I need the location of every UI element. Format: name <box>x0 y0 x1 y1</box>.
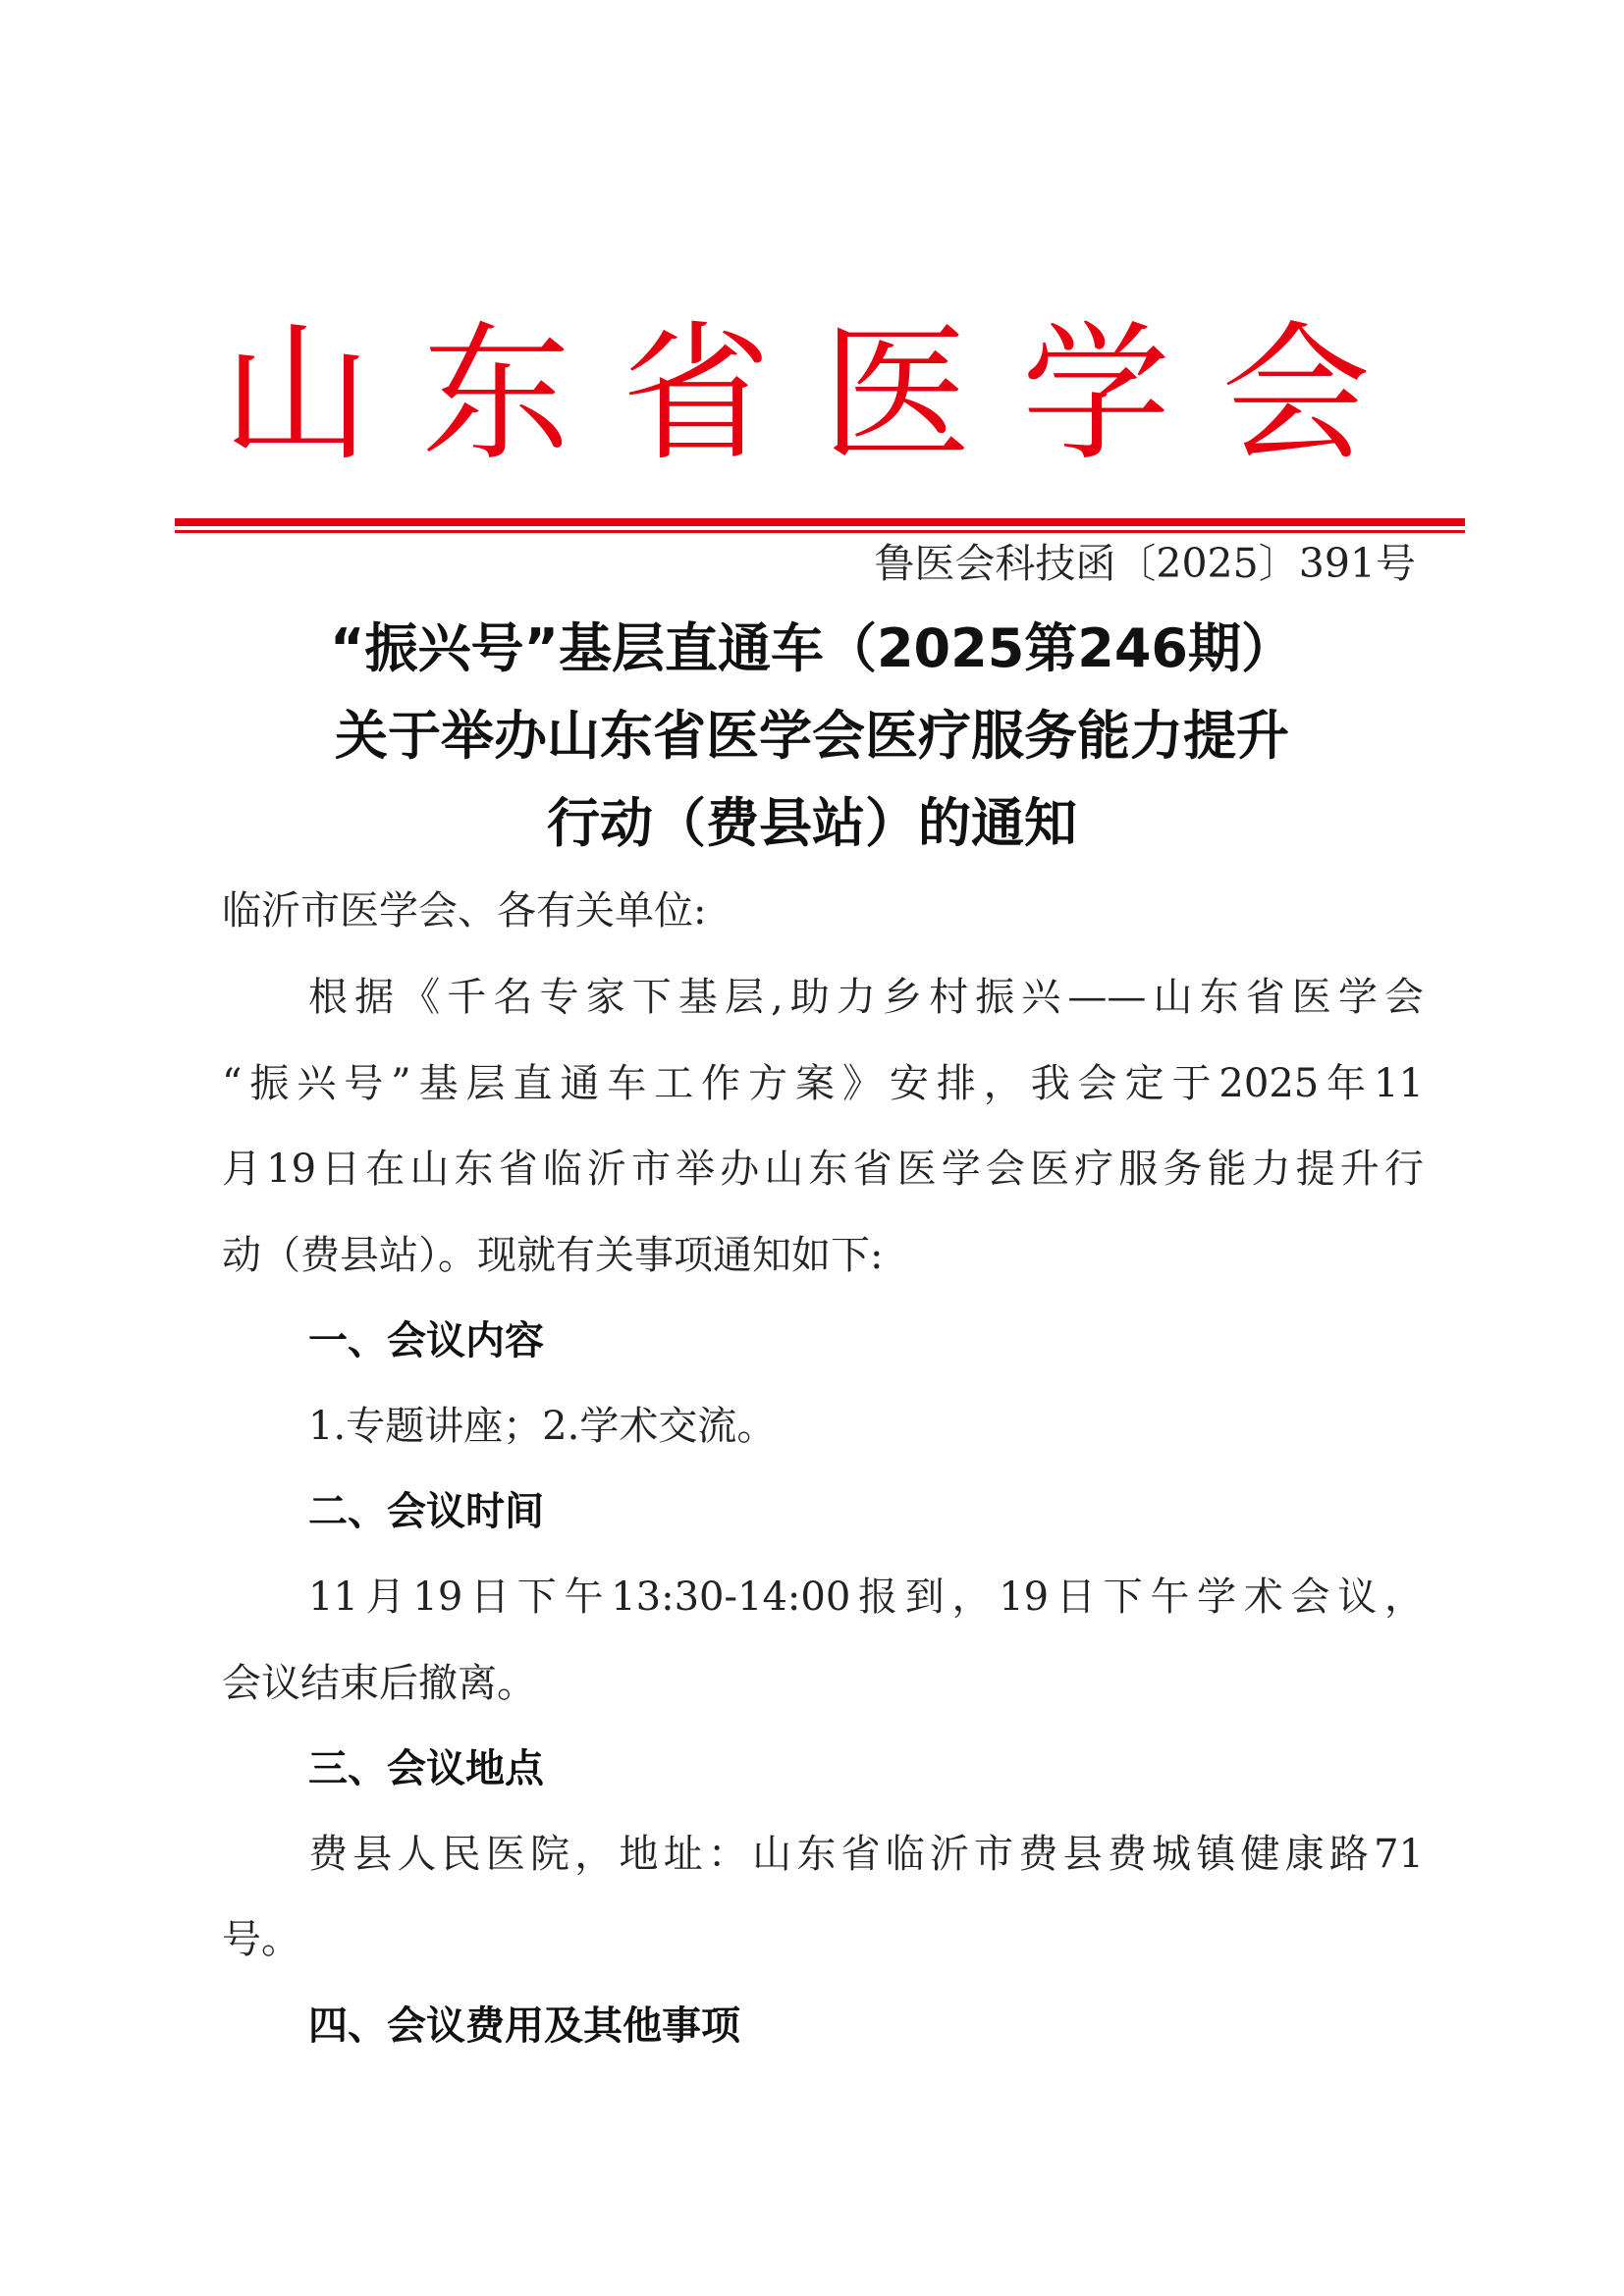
red-divider-thick <box>175 518 1465 526</box>
organization-char-1: 山 <box>222 307 371 481</box>
section-time-line-2: 会议结束后撤离。 <box>222 1661 536 1706</box>
organization-header <box>222 307 1371 481</box>
notice-title-line-1: “振兴号”基层直通车（2025第246期） <box>330 617 1294 679</box>
section-location-line-1: 费县人民医院，地址：山东省临沂市费县费城镇健康路71 <box>308 1832 1424 1877</box>
intro-line-4: 动（费县站）。现就有关事项通知如下: <box>222 1233 884 1278</box>
intro-line-2: “振兴号”基层直通车工作方案》安排，我会定于2025年11 <box>222 1061 1424 1106</box>
organization-char-3: 省 <box>622 307 772 481</box>
organization-char-2: 东 <box>421 307 571 481</box>
salutation: 临沂市医学会、各有关单位: <box>222 888 707 934</box>
notice-title-line-3: 行动（费县站）的通知 <box>547 792 1077 854</box>
section-heading-fees-and-other: 四、会议费用及其他事项 <box>308 2003 740 2049</box>
intro-line-3: 月19日在山东省临沂市举办山东省医学会医疗服务能力提升行 <box>222 1147 1424 1192</box>
section-time-line-1: 11月19日下午13:30-14:00报到，19日下午学术会议， <box>308 1575 1424 1620</box>
section-heading-time: 二、会议时间 <box>308 1489 544 1534</box>
section-location-line-2: 号。 <box>222 1917 300 1962</box>
section-content-line-1: 1.专题讲座；2.学术交流。 <box>308 1404 777 1449</box>
organization-char-6: 会 <box>1220 307 1371 481</box>
section-heading-location: 三、会议地点 <box>308 1746 544 1791</box>
organization-char-4: 医 <box>821 307 971 481</box>
document-number: 鲁医会科技函〔2025〕391号 <box>874 540 1416 587</box>
intro-line-1: 根据《千名专家下基层,助力乡村振兴——山东省医学会 <box>308 975 1424 1020</box>
organization-char-5: 学 <box>1021 307 1171 481</box>
notice-title-line-2: 关于举办山东省医学会医疗服务能力提升 <box>335 705 1289 767</box>
section-heading-content: 一、会议内容 <box>308 1318 544 1363</box>
red-divider-thin <box>175 530 1465 533</box>
